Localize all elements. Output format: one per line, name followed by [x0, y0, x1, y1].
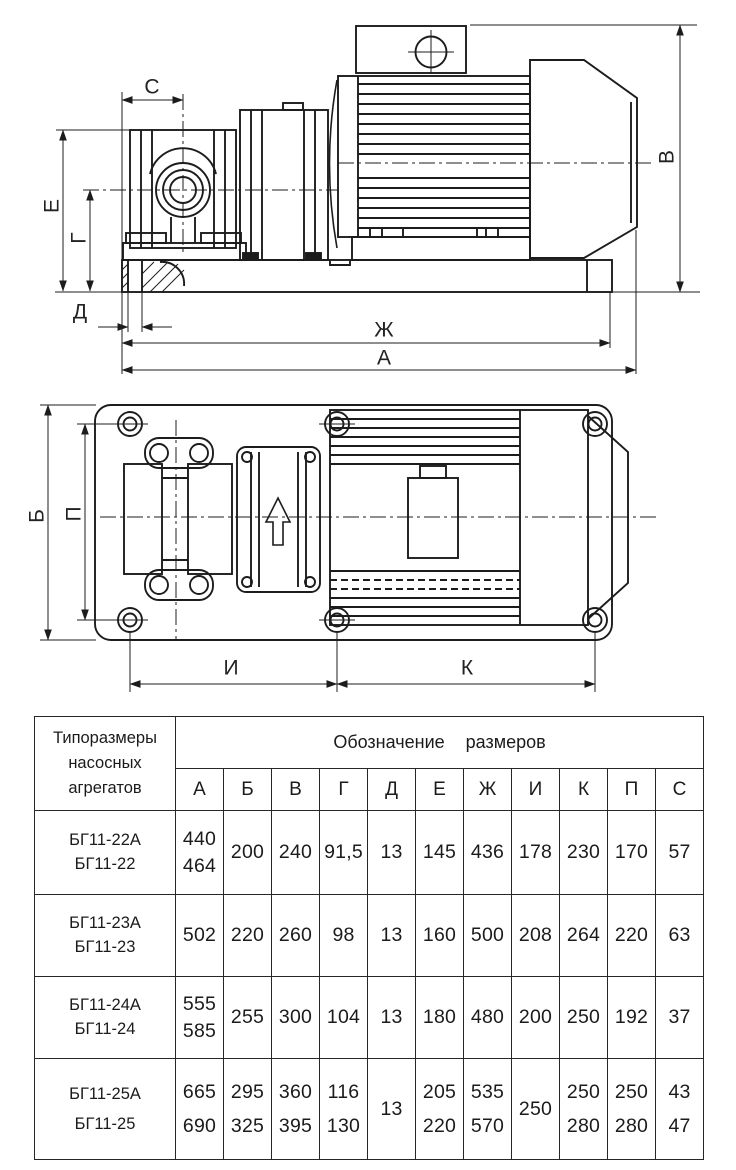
base-plate-plan	[95, 405, 612, 640]
col-header-zh: Ж	[464, 769, 512, 811]
value-cell: 295 325	[224, 1059, 272, 1160]
mounting-holes	[118, 412, 607, 632]
value-cell: 98	[320, 895, 368, 977]
value-cell: 180	[416, 977, 464, 1059]
value-cell: 220	[224, 895, 272, 977]
value-cell: 13	[368, 811, 416, 895]
table-row	[35, 811, 704, 895]
model-cell: БГ11-24А БГ11-24	[35, 977, 176, 1059]
col-header-e: Е	[416, 769, 464, 811]
col-header-k: К	[560, 769, 608, 811]
col-header-a: А	[176, 769, 224, 811]
value-cell: 436	[464, 811, 512, 895]
coupling-plan	[237, 447, 320, 592]
terminal-box-plan	[408, 478, 458, 558]
value-cell: 160	[416, 895, 464, 977]
value-cell: 63	[656, 895, 704, 977]
value-cell: 37	[656, 977, 704, 1059]
value-cell: 13	[368, 1059, 416, 1160]
col-header-s: С	[656, 769, 704, 811]
col-header-b: Б	[224, 769, 272, 811]
value-cell: 145	[416, 811, 464, 895]
value-cell: 250 280	[608, 1059, 656, 1160]
value-cell: 250	[512, 1059, 560, 1160]
value-cell: 178	[512, 811, 560, 895]
dim-label-e: Е	[40, 198, 64, 214]
value-cell: 500	[464, 895, 512, 977]
plan-view-dimensions	[40, 405, 660, 692]
dim-label-p: П	[62, 506, 86, 522]
dim-label-k: К	[460, 656, 474, 680]
value-cell: 116 130	[320, 1059, 368, 1160]
plan-view	[95, 405, 628, 640]
motor-terminal-box	[356, 26, 466, 73]
value-cell: 264	[560, 895, 608, 977]
dim-label-zh: Ж	[374, 318, 394, 342]
value-cell: 208	[512, 895, 560, 977]
value-cell: 13	[368, 977, 416, 1059]
value-cell: 502	[176, 895, 224, 977]
table-row	[35, 1059, 704, 1160]
value-cell: 255	[224, 977, 272, 1059]
dim-label-d: Д	[72, 300, 88, 324]
value-cell: 250	[560, 977, 608, 1059]
rotation-arrow	[266, 498, 290, 545]
model-cell: БГ11-25А БГ11-25	[35, 1059, 176, 1160]
value-cell: 230	[560, 811, 608, 895]
value-cell: 43 47	[656, 1059, 704, 1160]
gear-pump	[123, 130, 246, 260]
value-cell: 13	[368, 895, 416, 977]
dimensions-table	[34, 716, 704, 1160]
dim-label-b: Б	[25, 509, 49, 523]
value-cell: 192	[608, 977, 656, 1059]
value-cell: 250 280	[560, 1059, 608, 1160]
value-cell: 57	[656, 811, 704, 895]
value-cell: 555 585	[176, 977, 224, 1059]
value-cell: 200	[512, 977, 560, 1059]
dim-label-v: В	[655, 149, 679, 165]
value-cell: 260	[272, 895, 320, 977]
col-header-d: Д	[368, 769, 416, 811]
dim-label-a: А	[376, 346, 392, 370]
value-cell: 665 690	[176, 1059, 224, 1160]
value-cell: 91,5	[320, 811, 368, 895]
value-cell: 104	[320, 977, 368, 1059]
value-cell: 240	[272, 811, 320, 895]
col-header-g: Г	[320, 769, 368, 811]
value-cell: 170	[608, 811, 656, 895]
col-header-i: И	[512, 769, 560, 811]
side-view	[122, 26, 637, 292]
electric-motor	[330, 76, 531, 260]
col-header-p: П	[608, 769, 656, 811]
table-row	[35, 977, 704, 1059]
table-row	[35, 895, 704, 977]
value-cell: 440 464	[176, 811, 224, 895]
gear-pump-plan	[124, 438, 232, 600]
value-cell: 480	[464, 977, 512, 1059]
model-cell: БГ11-23А БГ11-23	[35, 895, 176, 977]
corner-header: Типоразмеры насосных агрегатов	[35, 717, 176, 811]
value-cell: 220	[608, 895, 656, 977]
dim-label-g: Г	[67, 232, 91, 244]
model-cell: БГ11-22А БГ11-22	[35, 811, 176, 895]
dim-label-c: С	[144, 75, 160, 99]
table-header-row	[35, 717, 704, 769]
value-cell: 300	[272, 977, 320, 1059]
value-cell: 205 220	[416, 1059, 464, 1160]
coupling-housing	[240, 103, 328, 260]
base-plate	[122, 260, 612, 292]
group-header: Обозначение размеров	[176, 717, 704, 769]
fan-cover	[530, 60, 637, 258]
dim-label-i: И	[223, 656, 239, 680]
col-header-v: В	[272, 769, 320, 811]
value-cell: 360 395	[272, 1059, 320, 1160]
value-cell: 535 570	[464, 1059, 512, 1160]
value-cell: 200	[224, 811, 272, 895]
